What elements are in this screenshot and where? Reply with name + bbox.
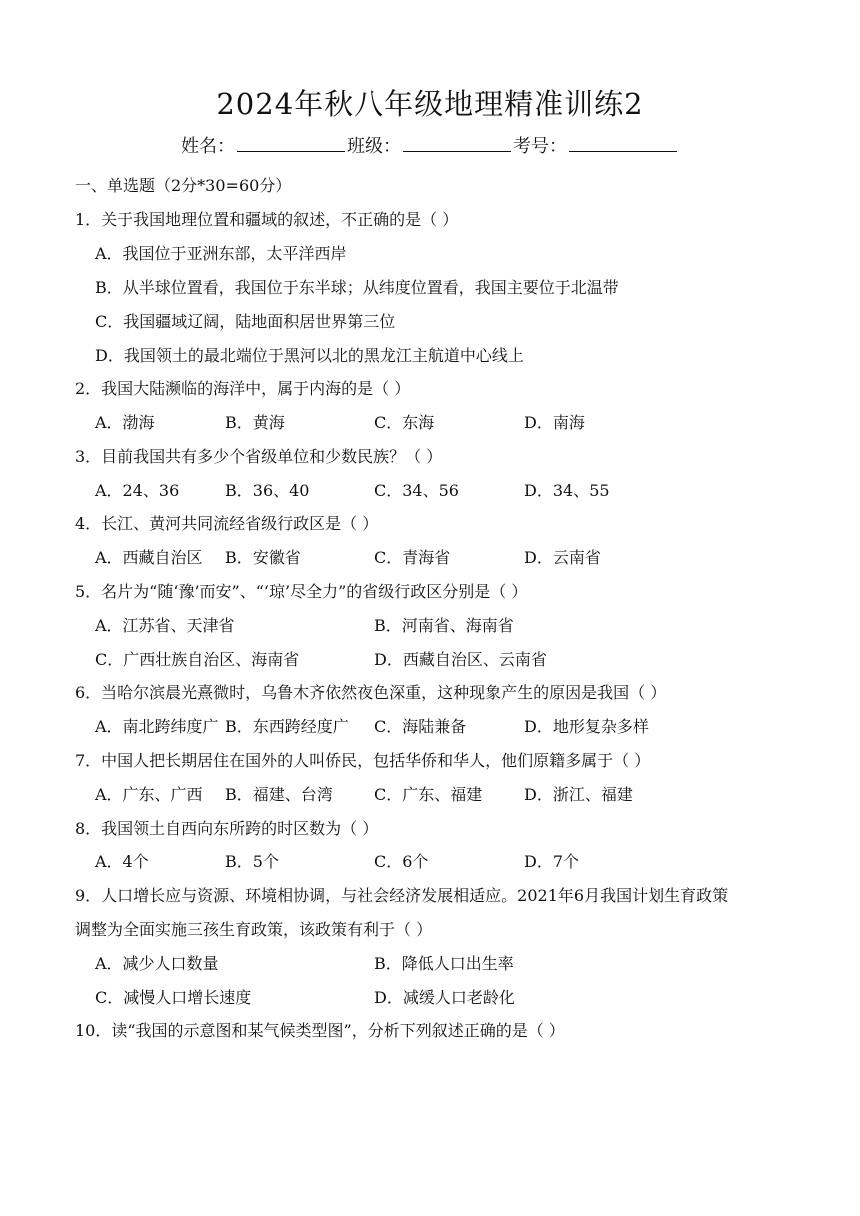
option[interactable]: A．江苏省、天津省: [95, 616, 235, 635]
option[interactable]: A．我国位于亚洲东部，太平洋西岸: [95, 244, 347, 263]
question-stem: 10．读“我国的示意图和某气候类型图”，分析下列叙述正确的是（ ）: [75, 1021, 565, 1040]
exam-number-label: 考号：: [513, 136, 567, 157]
option[interactable]: D．南海: [524, 413, 585, 432]
question-stem: 1．关于我国地理位置和疆域的叙述，不正确的是（ ）: [75, 210, 459, 229]
question-stem: 4．长江、黄河共同流经省级行政区是（ ）: [75, 514, 379, 533]
option[interactable]: B．从半球位置看，我国位于东半球；从纬度位置看，我国主要位于北温带: [95, 278, 619, 297]
option[interactable]: C．东海: [374, 413, 435, 432]
option[interactable]: A．24、36: [95, 481, 180, 500]
option[interactable]: D．34、55: [524, 481, 610, 500]
option[interactable]: A．减少人口数量: [95, 954, 219, 973]
class-label: 班级：: [347, 136, 401, 157]
question-stem: 6．当哈尔滨晨光熹微时，乌鲁木齐依然夜色深重，这种现象产生的原因是我国（ ）: [75, 683, 667, 702]
option[interactable]: B．福建、台湾: [225, 785, 333, 804]
option[interactable]: C．广西壮族自治区、海南省: [95, 650, 300, 669]
option[interactable]: B．河南省、海南省: [374, 616, 514, 635]
exam-number-blank[interactable]: [569, 133, 677, 152]
option[interactable]: A．渤海: [95, 413, 155, 432]
option[interactable]: B．黄海: [225, 413, 285, 432]
option[interactable]: A．广东、广西: [95, 785, 203, 804]
option[interactable]: C．广东、福建: [374, 785, 483, 804]
option[interactable]: A．4个: [95, 852, 149, 871]
name-label: 姓名：: [181, 136, 235, 157]
question-stem-continued: 调整为全面实施三孩生育政策，该政策有利于（ ）: [75, 920, 433, 939]
student-info-row: [0, 132, 860, 158]
class-blank[interactable]: [403, 133, 511, 152]
option[interactable]: C．海陆兼备: [374, 717, 467, 736]
option[interactable]: D．地形复杂多样: [524, 717, 649, 736]
option[interactable]: C．青海省: [374, 548, 451, 567]
option[interactable]: B．5个: [225, 852, 279, 871]
page-title: 2024年秋八年级地理精准训练2: [216, 87, 644, 121]
question-stem: 2．我国大陆濒临的海洋中，属于内海的是（ ）: [75, 379, 411, 398]
section-heading: 一、单选题（2分*30=60分）: [75, 176, 292, 195]
question-stem: 8．我国领土自西向东所跨的时区数为（ ）: [75, 819, 379, 838]
option[interactable]: D．减缓人口老龄化: [374, 988, 515, 1007]
option[interactable]: C．34、56: [374, 481, 459, 500]
option[interactable]: C．减慢人口增长速度: [95, 988, 252, 1007]
option[interactable]: D．云南省: [524, 548, 601, 567]
option[interactable]: B．36、40: [225, 481, 310, 500]
option[interactable]: B．降低人口出生率: [374, 954, 514, 973]
question-stem: 9．人口增长应与资源、环境相协调，与社会经济发展相适应。2021年6月我国计划生育政策: [75, 886, 729, 905]
option[interactable]: D．西藏自治区、云南省: [374, 650, 547, 669]
name-blank[interactable]: [237, 133, 345, 152]
option[interactable]: D．我国领土的最北端位于黑河以北的黑龙江主航道中心线上: [95, 346, 524, 365]
option[interactable]: B．东西跨经度广: [225, 717, 349, 736]
option[interactable]: C．我国疆域辽阔，陆地面积居世界第三位: [95, 312, 396, 331]
question-stem: 7．中国人把长期居住在国外的人叫侨民，包括华侨和华人，他们原籍多属于（ ）: [75, 751, 651, 770]
option[interactable]: B．安徽省: [225, 548, 301, 567]
option[interactable]: C．6个: [374, 852, 429, 871]
option[interactable]: A．南北跨纬度广: [95, 717, 219, 736]
option[interactable]: A．西藏自治区: [95, 548, 203, 567]
question-stem: 3．目前我国共有多少个省级单位和少数民族？（ ）: [75, 447, 443, 466]
option[interactable]: D．7个: [524, 852, 580, 871]
question-stem: 5．名片为“随‘豫’而安”、“‘琼’尽全力”的省级行政区分别是（ ）: [75, 582, 528, 601]
option[interactable]: D．浙江、福建: [524, 785, 633, 804]
